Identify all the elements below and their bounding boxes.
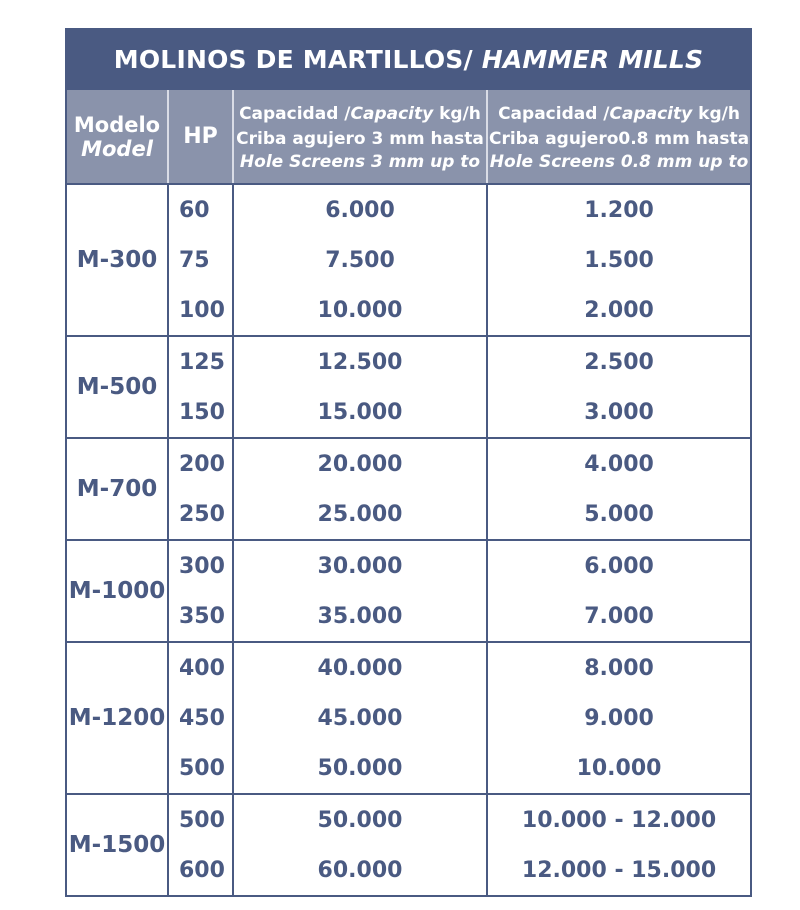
table-row [66, 591, 751, 642]
cap2-label-es: Capacidad / [498, 103, 610, 124]
table-row [66, 285, 751, 336]
hp-cell: 200 [168, 438, 233, 489]
hp-cell: 400 [168, 642, 233, 693]
model-cell: M-700 [66, 438, 168, 540]
capacity-3mm-cell: 7.500 [233, 235, 487, 285]
model-cell: M-500 [66, 336, 168, 438]
header-hp: HP [168, 89, 233, 184]
model-cell: M-1000 [66, 540, 168, 642]
table-title [66, 29, 751, 89]
title-italic: HAMMER MILLS [481, 44, 704, 74]
model-cell: M-1500 [66, 794, 168, 896]
capacity-08mm-cell: 10.000 - 12.000 [487, 794, 751, 845]
hp-cell: 350 [168, 591, 233, 642]
cap1-line2: Criba agujero 3 mm hasta [236, 128, 484, 149]
capacity-3mm-cell: 50.000 [233, 743, 487, 794]
cap2-line3: Hole Screens 0.8 mm up to [489, 151, 749, 172]
capacity-08mm-cell: 2.000 [487, 285, 751, 336]
hp-cell: 300 [168, 540, 233, 591]
table-row [66, 184, 751, 235]
capacity-08mm-cell: 8.000 [487, 642, 751, 693]
spec-table-container [65, 28, 750, 897]
column-header-row [66, 89, 751, 184]
header-model-en: Model [81, 136, 153, 161]
capacity-08mm-cell: 4.000 [487, 438, 751, 489]
capacity-3mm-cell: 50.000 [233, 794, 487, 845]
capacity-08mm-cell: 1.500 [487, 235, 751, 285]
capacity-3mm-cell: 20.000 [233, 438, 487, 489]
model-cell: M-300 [66, 184, 168, 336]
hp-cell: 125 [168, 336, 233, 387]
capacity-3mm-cell: 45.000 [233, 693, 487, 743]
header-capacity-08mm [487, 89, 751, 184]
capacity-08mm-cell: 5.000 [487, 489, 751, 540]
table-row [66, 438, 751, 489]
hp-cell: 500 [168, 743, 233, 794]
header-model-es: Modelo [73, 112, 161, 137]
capacity-3mm-cell: 25.000 [233, 489, 487, 540]
hp-cell: 60 [168, 184, 233, 235]
capacity-08mm-cell: 3.000 [487, 387, 751, 438]
cap1-label-en: Capacity [350, 103, 434, 124]
table-row [66, 235, 751, 285]
table-body [66, 184, 751, 896]
title-main: MOLINOS DE MARTILLOS/ [113, 44, 482, 74]
capacity-08mm-cell: 6.000 [487, 540, 751, 591]
hp-cell: 150 [168, 387, 233, 438]
capacity-3mm-cell: 40.000 [233, 642, 487, 693]
table-row [66, 743, 751, 794]
capacity-3mm-cell: 30.000 [233, 540, 487, 591]
cap2-unit: kg/h [692, 103, 740, 124]
capacity-08mm-cell: 7.000 [487, 591, 751, 642]
table-row [66, 540, 751, 591]
capacity-3mm-cell: 10.000 [233, 285, 487, 336]
hammer-mills-table [65, 28, 752, 897]
capacity-3mm-cell: 60.000 [233, 845, 487, 896]
table-row [66, 387, 751, 438]
table-row [66, 794, 751, 845]
capacity-08mm-cell: 1.200 [487, 184, 751, 235]
capacity-08mm-cell: 12.000 - 15.000 [487, 845, 751, 896]
cap1-line3: Hole Screens 3 mm up to [239, 151, 481, 172]
capacity-08mm-cell: 2.500 [487, 336, 751, 387]
hp-cell: 100 [168, 285, 233, 336]
cap2-label-en: Capacity [609, 103, 693, 124]
hp-cell: 500 [168, 794, 233, 845]
table-row [66, 845, 751, 896]
cap2-line2: Criba agujero0.8 mm hasta [488, 128, 750, 149]
table-row [66, 693, 751, 743]
capacity-08mm-cell: 9.000 [487, 693, 751, 743]
capacity-3mm-cell: 12.500 [233, 336, 487, 387]
capacity-3mm-cell: 15.000 [233, 387, 487, 438]
header-capacity-3mm [233, 89, 487, 184]
table-row [66, 642, 751, 693]
table-row [66, 489, 751, 540]
capacity-3mm-cell: 35.000 [233, 591, 487, 642]
capacity-3mm-cell: 6.000 [233, 184, 487, 235]
table-title-row [66, 29, 751, 89]
cap1-label-es: Capacidad / [239, 103, 351, 124]
table-row [66, 336, 751, 387]
hp-cell: 250 [168, 489, 233, 540]
hp-cell: 450 [168, 693, 233, 743]
model-cell: M-1200 [66, 642, 168, 794]
hp-cell: 75 [168, 235, 233, 285]
hp-cell: 600 [168, 845, 233, 896]
cap1-unit: kg/h [433, 103, 481, 124]
capacity-08mm-cell: 10.000 [487, 743, 751, 794]
header-model [66, 89, 168, 184]
